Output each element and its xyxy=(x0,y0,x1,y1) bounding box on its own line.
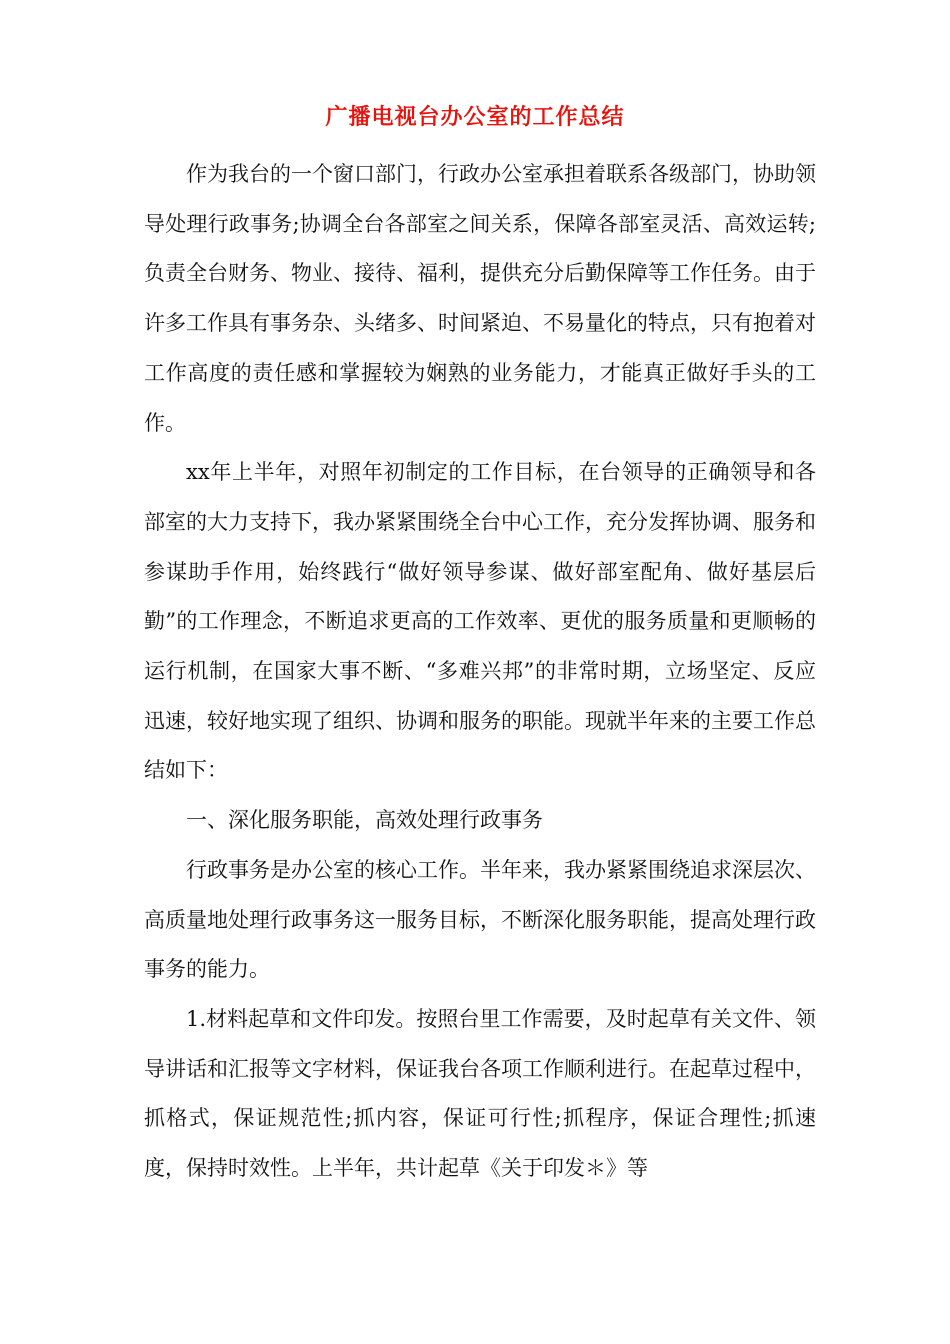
paragraph-drafting-documents: 1.材料起草和文件印发。按照台里工作需要，及时起草有关文件、领导讲话和汇报等文字材料，保证我台各项工作顺利进行。在起草过程中，抓格式，保证规范性;抓内容，保证可行性;抓程序，保证合理性;抓速度，保持时效性。上半年，共计起草《关于印发＊》等 xyxy=(144,1006,816,1181)
section-heading-1: 一、深化服务职能，高效处理行政事务 xyxy=(186,808,543,833)
document-title: 广播电视台办公室的工作总结 xyxy=(325,105,625,130)
document-body xyxy=(144,150,816,1194)
paragraph-first-half-summary: xx年上半年，对照年初制定的工作目标，在台领导的正确领导和各部室的大力支持下，我办紧紧围绕全台中心工作，充分发挥协调、服务和参谋助手作用，始终践行“做好领导参谋、做好部室配角、做好基层后勤”的工作理念，不断追求更高的工作效率、更优的服务质量和更顺畅的运行机制，在国家大事不断、“多难兴邦”的非常时期，立场坚定、反应迅速，较好地实现了组织、协调和服务的职能。现就半年来的主要工作总结如下： xyxy=(144,460,816,783)
paragraph-intro: 作为我台的一个窗口部门，行政办公室承担着联系各级部门，协助领导处理行政事务;协调全台各部室之间关系，保障各部室灵活、高效运转;负责全台财务、物业、接待、福利，提供充分后勤保障等工作任务。由于许多工作具有事务杂、头绪多、时间紧迫、不易量化的特点，只有抱着对工作高度的责任感和掌握较为娴熟的业务能力，才能真正做好手头的工作。 xyxy=(144,162,816,435)
paragraph-admin-affairs: 行政事务是办公室的核心工作。半年来，我办紧紧围绕追求深层次、高质量地处理行政事务这一服务目标，不断深化服务职能，提高处理行政事务的能力。 xyxy=(144,857,816,982)
